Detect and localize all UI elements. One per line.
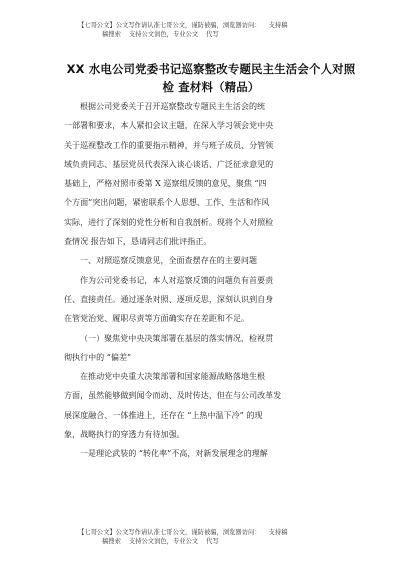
header-line-2-c: 代写 <box>206 31 219 38</box>
page-footer-notice <box>78 528 378 546</box>
page-header-notice <box>78 21 378 39</box>
body-text-line: 象，战略执行的穿透力有待加强。 <box>64 430 185 440</box>
footer-line-1 <box>78 528 378 537</box>
body-text-line: 根据公司党委关于召开巡察整改专题民主生活会的统 <box>80 102 266 111</box>
document-title-line-2: 检 查材料（精品） <box>162 80 260 94</box>
header-line-2-a: 稿搜索 <box>102 31 121 38</box>
body-text-line: （一）聚焦党中央决策部署在基层的落实情况，检视贯 <box>80 333 274 343</box>
body-text-line: 展深度融合、一体推进上，还存在 “上热中温下冷” 的现 <box>64 410 263 420</box>
body-text-line: 任、直接责任。通过逐条对照、逐项反思，深刻认识到自身 <box>64 294 274 304</box>
body-text-line: 方面，虽然能够做到闻令而动、及时传达，但在与公司改革发 <box>64 391 282 401</box>
header-line-2 <box>78 30 378 39</box>
body-text-line: 彻执行中的 “偏差” <box>64 352 132 362</box>
footer-line-1-tail: 支持稿 <box>268 529 288 536</box>
footer-line-2-c: 代写 <box>206 538 219 545</box>
document-body <box>64 97 358 464</box>
body-text-line: 关于巡视整改工作的重要指示精神，并与班子成员、分管领 <box>64 140 274 150</box>
body-text-line: 查情况 报告如下，恳请同志们批评指正。 <box>64 237 212 247</box>
document-title <box>64 60 358 96</box>
document-title-line-1: XX 水电公司党委书记巡察整改专题民主生活会个人对照 <box>66 62 356 76</box>
footer-line-2-a: 稿搜索 <box>102 538 121 545</box>
body-text-line: 实际，进行了深刻的党性分析和自我剖析。现将个人对照检 <box>64 217 274 227</box>
body-text-line: 个方面”突出问题，紧密联系个人思想、工作、生活和作风 <box>64 198 270 208</box>
body-text-line: 一、对照巡察反馈意见，全面查摆存在的主要问题 <box>80 256 258 266</box>
footer-line-1-text: 【七哥公文】公文写作请认准七哥公文，谨防被骗，浏览器访问： <box>78 529 261 536</box>
footer-line-2-b: 支持公文润色，专业公文 <box>128 538 199 545</box>
footer-line-2 <box>78 537 378 546</box>
body-text-line: 基础上，严格对照市委第 X 巡察组反馈的意见，聚焦 “四 <box>64 179 267 189</box>
header-line-1-text: 【七哥公文】公文写作请认准七哥公文，谨防被骗，浏览器访问： <box>78 22 261 29</box>
header-line-2-b: 支持公文润色，专业公文 <box>128 31 199 38</box>
body-text-line: 域负责同志、基层党员代表深入谈心谈话、广泛征求意见的 <box>64 159 274 169</box>
body-text-line: 作为公司党委书记，本人对巡察反馈的问题负有首要责 <box>80 275 274 285</box>
body-text-line: 在管党治党、履职尽责等方面确实存在差距和不足。 <box>64 314 250 324</box>
header-line-1-tail: 支持稿 <box>268 22 288 29</box>
body-text-line: 在推动党中央重大决策部署和国家能源战略落地生根 <box>80 372 266 382</box>
body-text-line: 一部署和要求，本人紧扣会议主题，在深入学习领会党中央 <box>64 121 274 131</box>
header-line-1 <box>78 21 378 30</box>
body-text-line: 一是理论武装的 “转化率”不高，对新发展理念的理解 <box>80 449 268 459</box>
